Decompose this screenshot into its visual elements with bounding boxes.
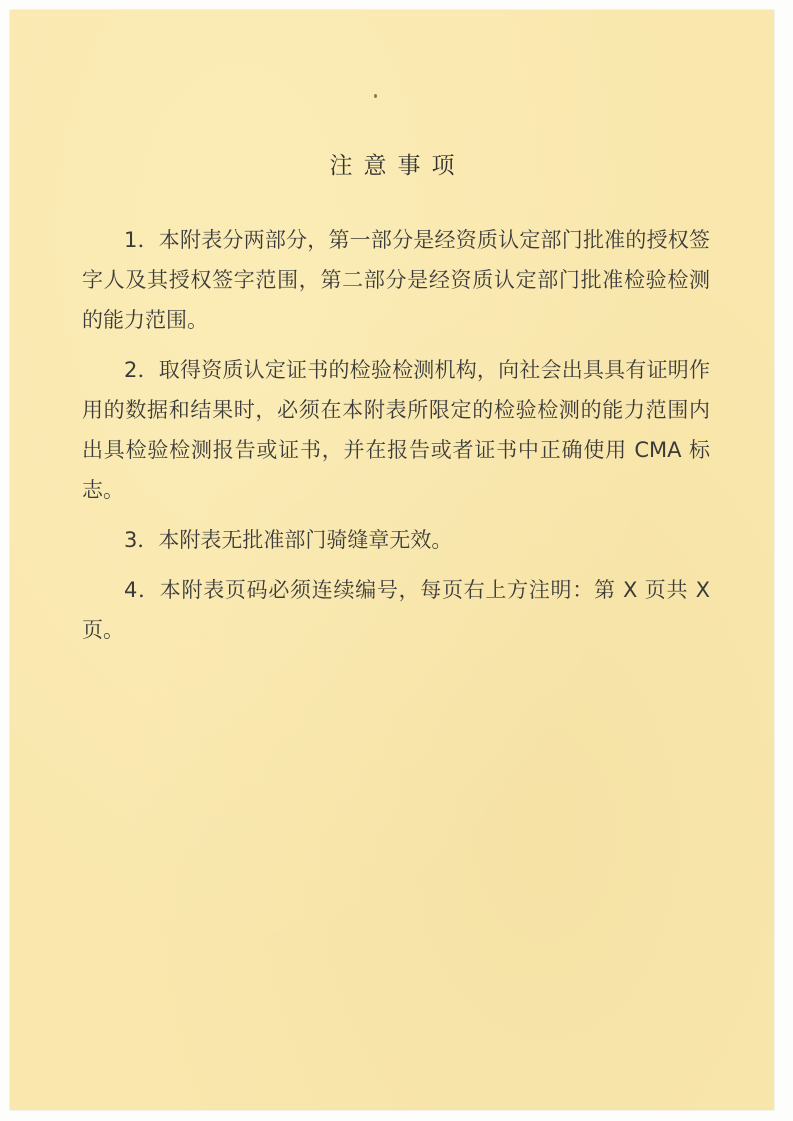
notice-list bbox=[82, 220, 710, 660]
notice-item-1: 1．本附表分两部分，第一部分是经资质认定部门批准的授权签字人及其授权签字范围，第二部分是经资质认定部门批准检验检测的能力范围。 bbox=[82, 228, 710, 332]
notice-item-4: 4．本附表页码必须连续编号，每页右上方注明：第 X 页共 X 页。 bbox=[82, 578, 710, 642]
notice-item-3: 3．本附表无批准部门骑缝章无效。 bbox=[124, 528, 453, 552]
notice-item-2: 2．取得资质认定证书的检验检测机构，向社会出具具有证明作用的数据和结果时，必须在本附表所限定的检验检测的能力范围内出具检验检测报告或证书，并在报告或者证书中正确使用 CMA 标志。 bbox=[82, 358, 710, 502]
document-page bbox=[10, 10, 774, 1110]
paper-speck bbox=[374, 94, 377, 98]
document-title: 注意事项 bbox=[329, 153, 466, 179]
